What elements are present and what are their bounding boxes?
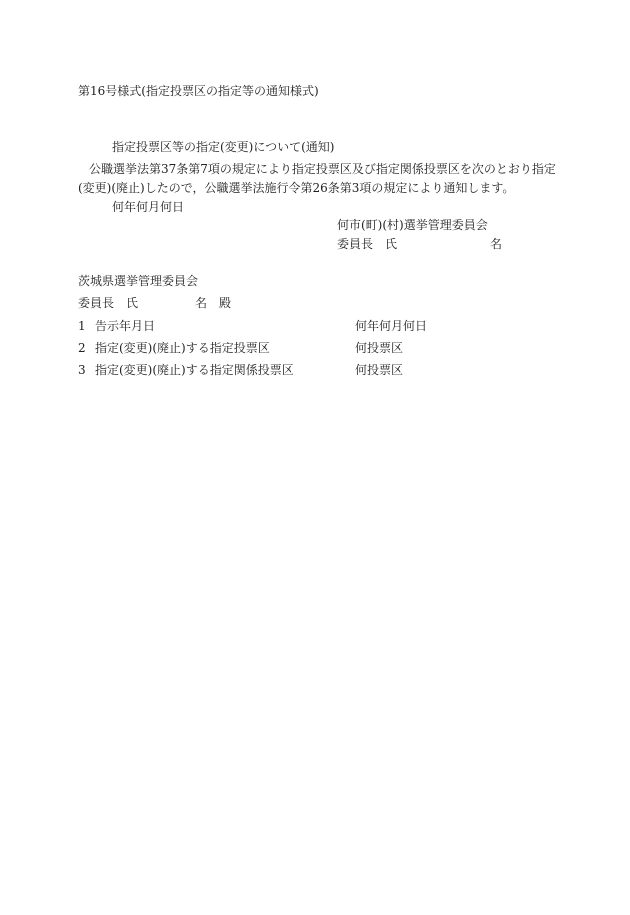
item-number: 1: [78, 319, 86, 333]
item-value: 何年何月何日: [355, 319, 428, 333]
item-number: 2: [78, 341, 86, 355]
recipient-organization: 茨城県選挙管理委員会: [78, 274, 199, 288]
sender-organization: 何市(町)(村)選挙管理委員会: [337, 218, 488, 232]
form-title: 第16号様式(指定投票区の指定等の通知様式): [78, 84, 319, 98]
item-label: 指定(変更)(廃止)する指定投票区: [95, 341, 270, 355]
item-label: 告示年月日: [95, 319, 156, 333]
notice-date: 何年何月何日: [112, 200, 185, 214]
recipient-title-name: 委員長 氏: [78, 296, 139, 310]
notice-body-line-1: 公職選挙法第37条第7項の規定により指定投票区及び指定関係投票区を次のとおり指定: [89, 162, 556, 176]
notice-title: 指定投票区等の指定(変更)について(通知): [112, 140, 335, 154]
sender-seal-char: 名: [490, 237, 503, 251]
item-value: 何投票区: [355, 341, 404, 355]
item-label: 指定(変更)(廃止)する指定関係投票区: [95, 363, 294, 377]
recipient-honorific: 名 殿: [195, 296, 232, 310]
sender-title-name: 委員長 氏: [337, 237, 398, 251]
item-value: 何投票区: [355, 363, 404, 377]
notice-body-line-2: (変更)(廃止)したので，公職選挙法施行令第26条第3項の規定により通知します。: [78, 181, 515, 195]
item-number: 3: [78, 363, 86, 377]
